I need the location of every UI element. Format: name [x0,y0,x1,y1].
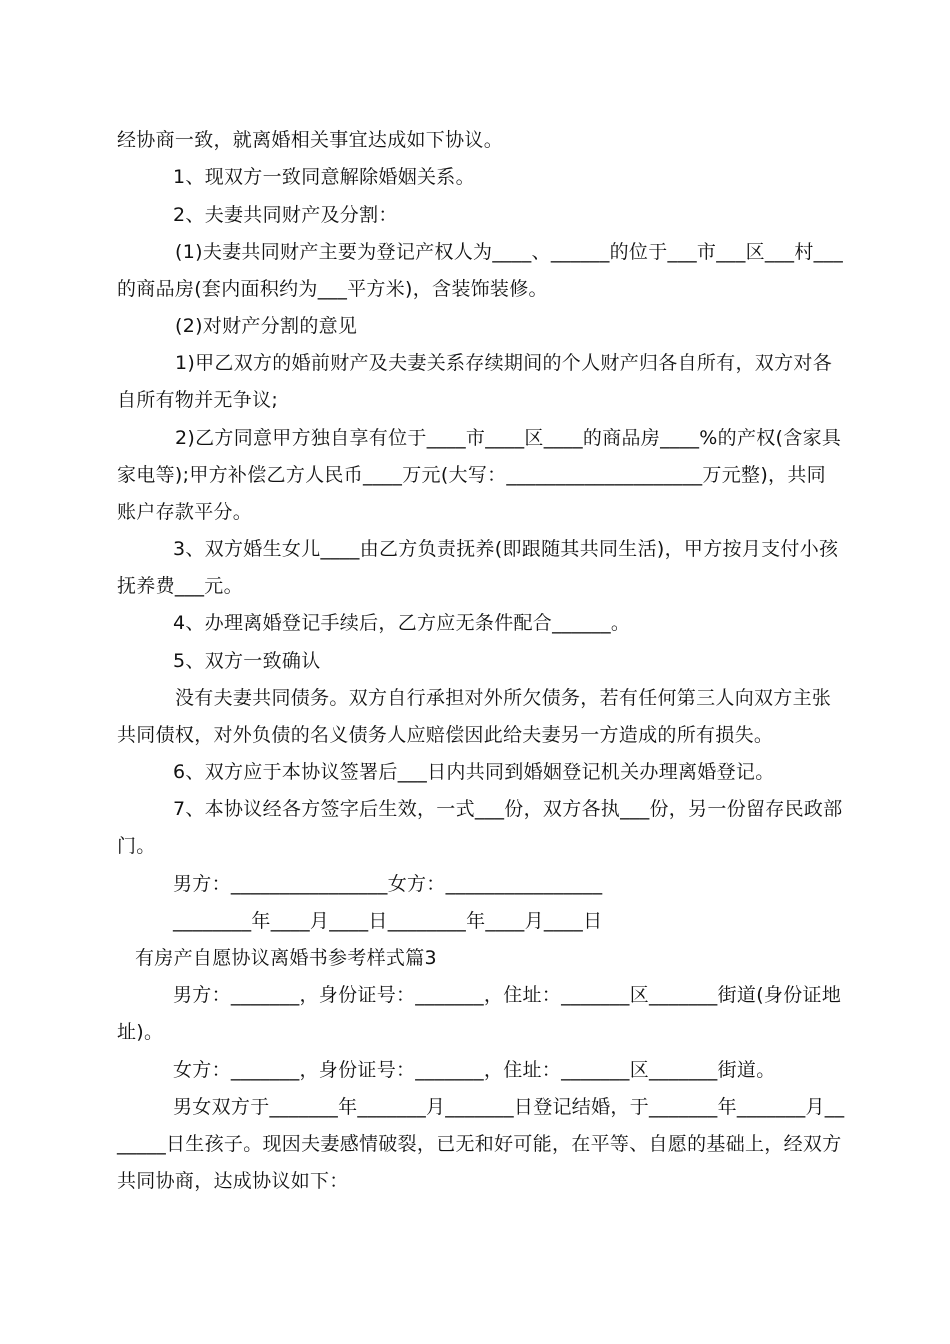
text-line: 2、夫妻共同财产及分割： [173,204,398,226]
text-line: 的商品房(套内面积约为___平方米)，含装饰装修。 [117,278,548,300]
text-line: 址)。 [117,1021,164,1043]
text-line: 没有夫妻共同债务。双方自行承担对外所欠债务，若有任何第三人向双方主张 [175,687,832,709]
text-line: 经协商一致，就离婚相关事宜达成如下协议。 [117,129,504,151]
text-line: 1、现双方一致同意解除婚姻关系。 [173,166,475,188]
text-line: 6、双方应于本协议签署后___日内共同到婚姻登记机关办理离婚登记。 [173,761,775,783]
text-line: 女方：_______，身份证号：_______，住址：_______区_______街道。 [173,1059,776,1081]
signature-line: 男方：________________女方：________________ [173,873,603,895]
text-line: 3、双方婚生女儿____由乙方负责抚养(即跟随其共同生活)，甲方按月支付小孩 [173,538,839,560]
text-line: 5、双方一致确认 [173,650,321,672]
section-heading: 有房产自愿协议离婚书参考样式篇3 [135,947,437,969]
text-line: 2)乙方同意甲方独自享有位于____市____区____的商品房____%的产权(含家具 [175,427,842,449]
text-line: 账户存款平分。 [117,501,253,523]
text-line: (1)夫妻共同财产主要为登记产权人为____、______的位于___市___区___村___ [175,241,844,263]
text-line: 共同债权，对外负债的名义债务人应赔偿因此给夫妻另一方造成的所有损失。 [117,724,774,746]
text-line: 7、本协议经各方签字后生效，一式___份，双方各执___份，另一份留存民政部 [173,798,843,820]
text-line: 抚养费___元。 [117,575,243,597]
text-line: 家电等);甲方补偿乙方人民币____万元(大写：____________________万元整)，共同 [117,464,826,486]
text-line: 自所有物并无争议; [117,389,279,411]
text-line: _____日生孩子。现因夫妻感情破裂，已无和好可能，在平等、自愿的基础上，经双方 [117,1133,842,1155]
text-line: 男方：_______，身份证号：_______，住址：_______区_______街道(身份证地 [173,984,842,1006]
text-line: 门。 [117,835,156,857]
text-line: (2)对财产分割的意见 [175,315,358,337]
text-line: 共同协商，达成协议如下： [117,1170,349,1192]
text-line: 4、办理离婚登记手续后，乙方应无条件配合______。 [173,612,631,634]
text-line: 1)甲乙双方的婚前财产及夫妻关系存续期间的个人财产归各自所有，双方对各 [175,352,833,374]
text-line: 男女双方于_______年_______月_______日登记结婚，于_______年_______月__ [173,1096,845,1118]
date-line: ________年____月____日________年____月____日 [173,910,603,932]
